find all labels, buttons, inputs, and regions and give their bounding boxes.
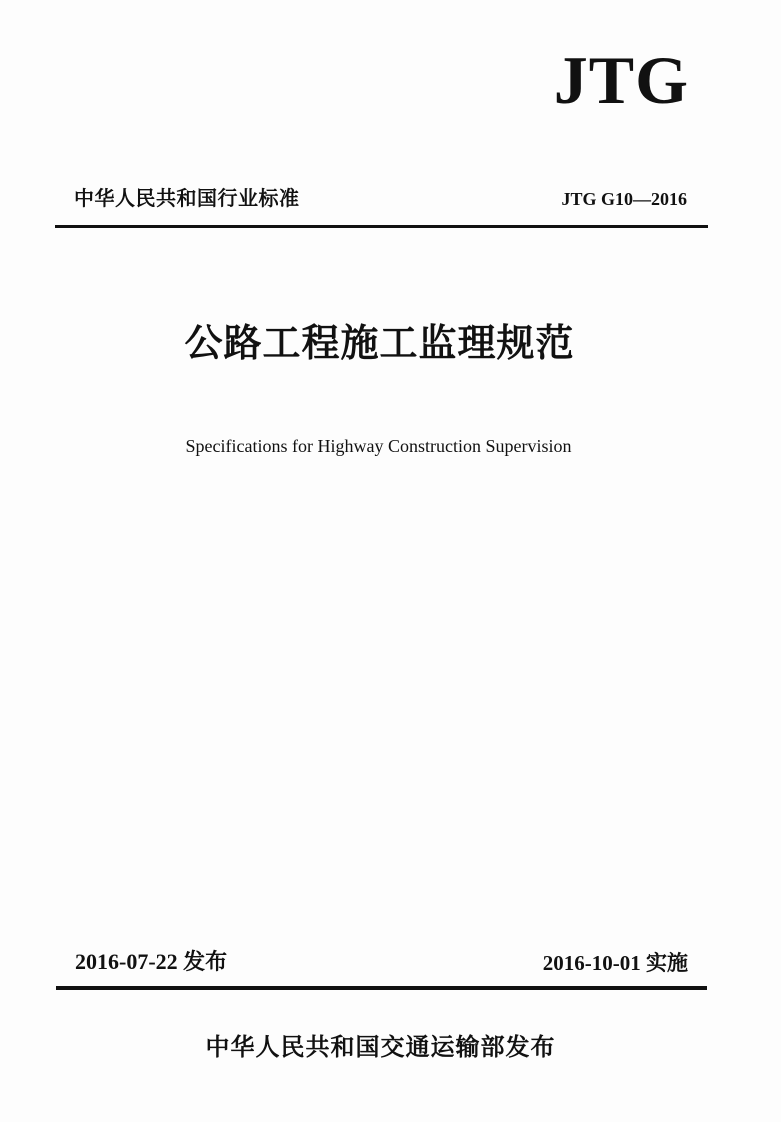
issue-date-line (75, 951, 227, 974)
publisher-line: 中华人民共和国交通运输部发布 (205, 1033, 556, 1061)
bottom-divider (56, 986, 707, 990)
issue-date: 2016-07-22 (75, 949, 178, 974)
effective-date-line (543, 953, 688, 974)
english-title: Specifications for Highway Construction Supervision (185, 436, 572, 456)
top-divider (55, 225, 708, 228)
effective-date: 2016-10-01 (542, 951, 641, 975)
effective-label: 实施 (646, 951, 688, 975)
chinese-title: 公路工程施工监理规范 (184, 321, 575, 365)
standard-number: JTG G10—2016 (561, 189, 687, 209)
series-mark: JTG (553, 42, 689, 118)
issue-label: 发布 (183, 950, 228, 975)
standard-category: 中华人民共和国行业标准 (74, 186, 300, 210)
